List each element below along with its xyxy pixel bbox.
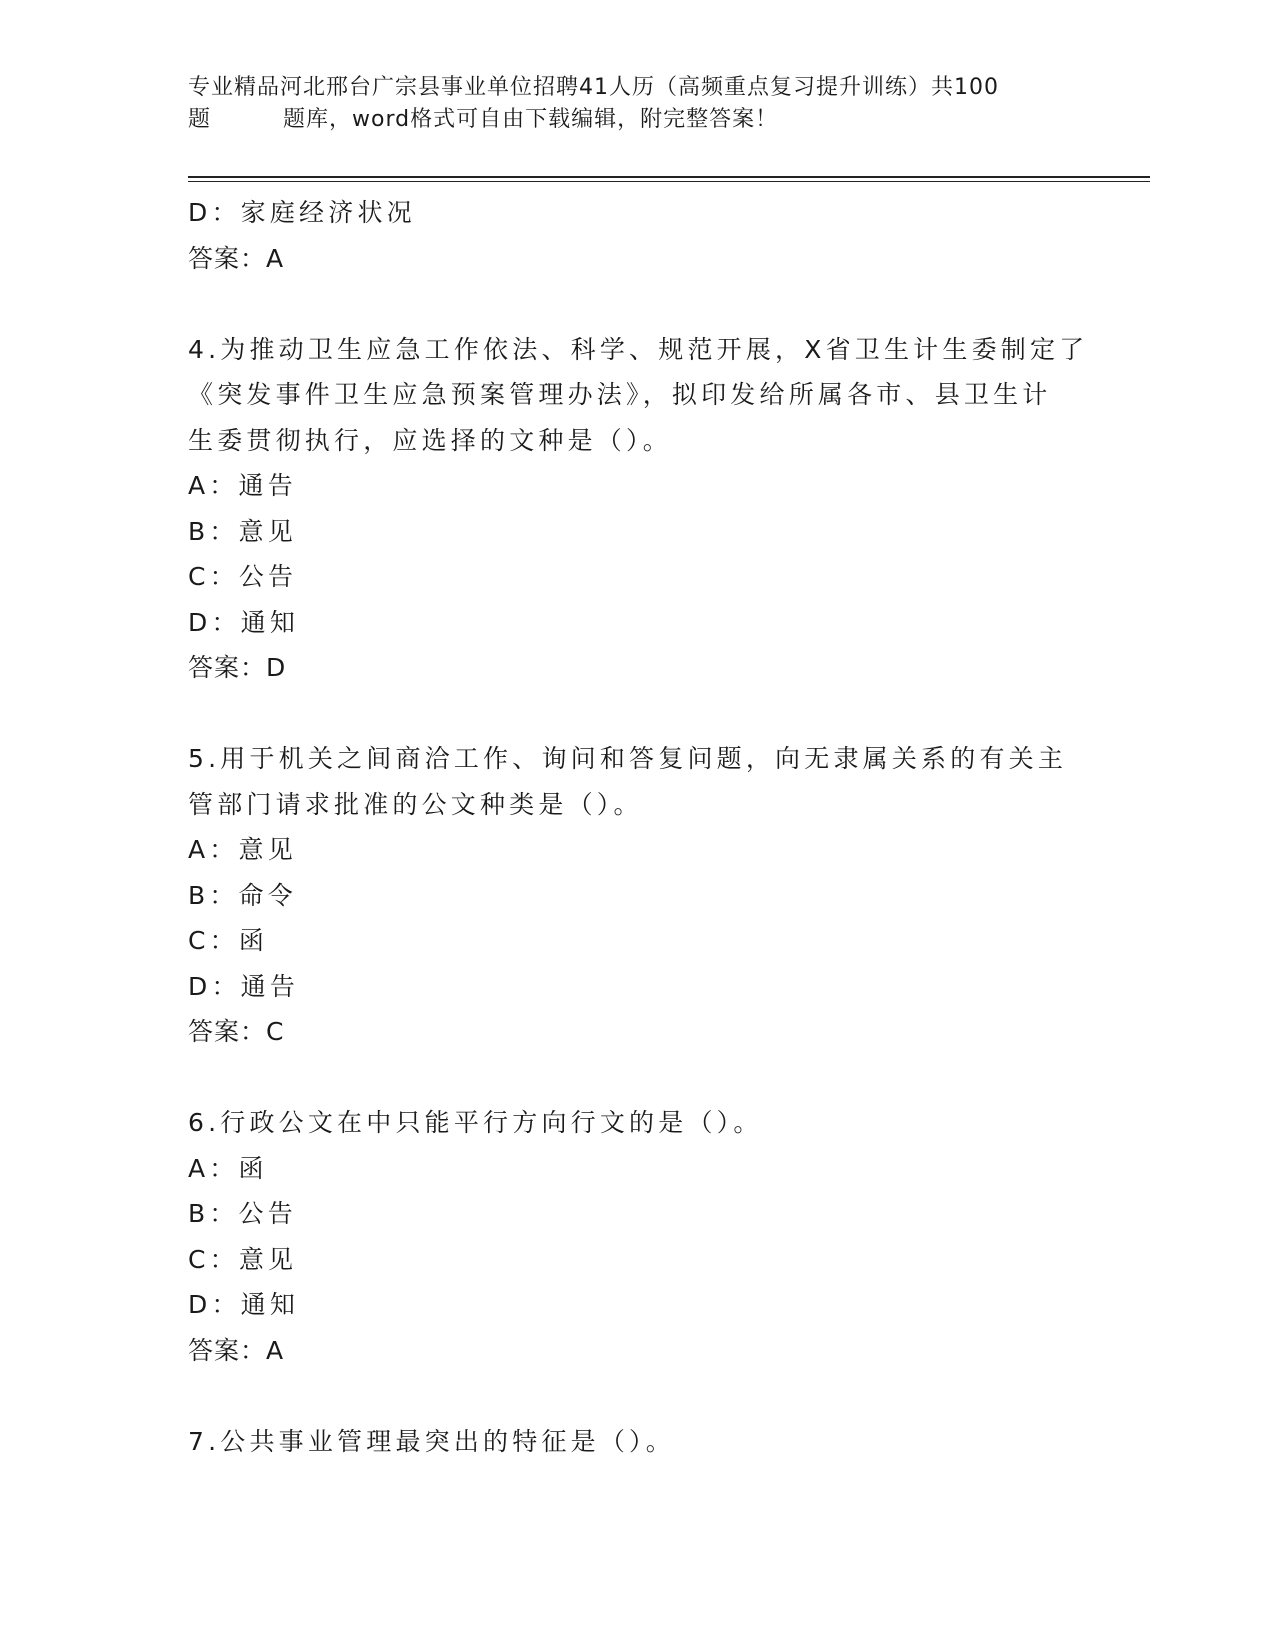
option-c: C：意见 [188,1244,298,1274]
header-title-line-2 [188,104,1088,136]
option-c: C：公告 [188,562,298,591]
header-title-line-2-rest: 题库，word格式可自由下载编辑，附完整答案！ [283,107,779,132]
question-7 [188,1419,1108,1465]
option-a: A：通告 [188,471,297,500]
answer-line: 答案：A [188,243,285,273]
header-title-line-2-start: 题 [188,107,212,132]
spacer [188,1055,1108,1101]
question-text-line: 《突发事件卫生应急预案管理办法》，拟印发给所属各市、县卫生计 [188,380,1052,409]
header-divider-thick [188,176,1150,178]
spacer [188,281,1108,327]
option-d: D：通知 [188,607,300,637]
question-text-line: 4.为推动卫生应急工作依法、科学、规范开展，X省卫生计生委制定了 [188,334,1089,364]
question-5 [188,736,1108,1055]
question-text-line: 生委贯彻执行，应选择的文种是（）。 [188,425,672,455]
spacer [188,1373,1108,1419]
question-6 [188,1100,1108,1373]
option-d: D：家庭经济状况 [188,198,416,227]
partial-question [188,190,1108,281]
header-title-line-1: 专业精品河北邢台广宗县事业单位招聘41人历（高频重点复习提升训练）共100 [188,75,999,100]
option-d: D：通告 [188,971,300,1001]
option-b: B：公告 [188,1199,297,1228]
question-text-line: 6.行政公文在中只能平行方向行文的是（）。 [188,1108,763,1137]
question-4 [188,327,1108,691]
option-c: C：函 [188,926,269,955]
header-divider-thin [188,181,1150,182]
answer-line: 答案：C [188,1017,285,1046]
option-a: A：意见 [188,835,297,864]
document-body [188,190,1108,1464]
question-text-line: 管部门请求批准的公文种类是（）。 [188,789,643,819]
option-d: D：通知 [188,1290,300,1319]
answer-line: 答案：A [188,1335,285,1365]
question-text-line: 7.公共事业管理最突出的特征是（）。 [188,1426,675,1456]
option-b: B：意见 [188,516,297,546]
spacer [188,691,1108,737]
option-a: A：函 [188,1153,268,1183]
option-b: B：命令 [188,880,297,910]
page-header [188,72,1088,136]
question-text-line: 5.用于机关之间商洽工作、询问和答复问题，向无隶属关系的有关主 [188,744,1068,773]
answer-line: 答案：D [188,653,287,682]
